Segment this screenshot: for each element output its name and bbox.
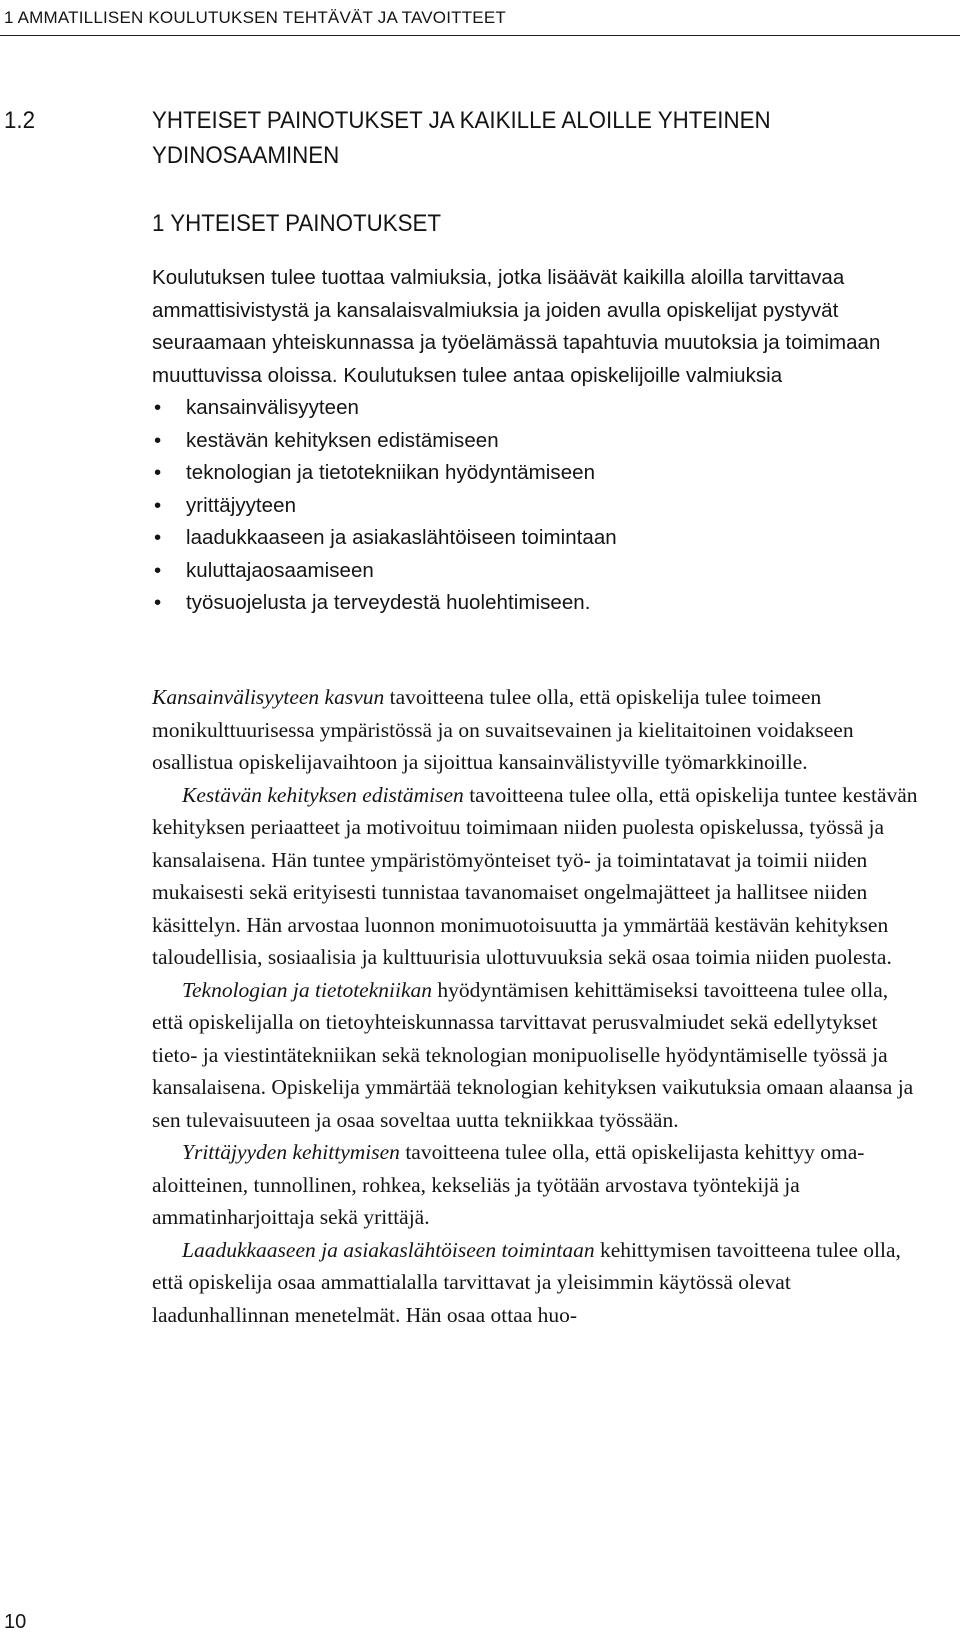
paragraph-lead: Kestävän kehityksen edistämisen (182, 782, 464, 807)
list-item (152, 555, 920, 588)
list-item (152, 522, 920, 555)
list-item (152, 457, 920, 490)
bullet-icon: • (154, 461, 162, 484)
paragraph-lead: Yrittäjyyden kehittymisen (182, 1140, 400, 1164)
bullet-icon: • (154, 428, 162, 452)
paragraph-text: tavoitteena tulee olla, että opiskelija tulee toimeen monikulttuurisessa ympäristössä ja on suvaitsevainen ja kielitaitoinen voidakseen osallistua opiskelijavaihtoon ja sijoittua kansainvälistyville työmarkkinoille. (152, 685, 854, 774)
bullet-icon: • (154, 493, 162, 517)
subsection-title: 1 YHTEISET PAINOTUKSET (152, 210, 441, 237)
list-item-label: kestävän kehityksen edistämiseen (186, 428, 499, 452)
bullet-icon: • (154, 558, 162, 582)
running-header-title: 1 AMMATILLISEN KOULUTUKSEN TEHTÄVÄT JA TAVOITTEET (4, 8, 506, 27)
paragraph-sustainability (152, 779, 920, 974)
list-item (152, 425, 920, 458)
paragraph-text: hyödyntämisen kehittämiseksi tavoitteena tulee olla, että opiskelijalla on tietoyhteiskunnassa tarvittavat perusvalmiudet sekä edellytykset tieto- ja viestintätekniikan sekä teknologian monipuoliselle hyödyntämiselle työssä ja kansalaisena. Opiskelija ymmärtää teknologian kehityksen vaikutuksia omaan alaansa ja sen tulevaisuuteen ja osaa soveltaa uutta tekniikkaa työssään. (152, 977, 914, 1132)
page-number: 10 (4, 1611, 27, 1633)
list-item-label: kuluttajaosaamiseen (186, 558, 374, 582)
list-item (152, 587, 920, 620)
bullet-icon: • (154, 591, 162, 614)
section-title: YHTEISET PAINOTUKSET JA KAIKILLE ALOILLE YHTEINEN YDINOSAAMINEN (152, 107, 771, 169)
list-item (152, 490, 920, 523)
body-text (152, 681, 920, 1331)
list-item-label: työsuojelusta ja terveydestä huolehtimiseen. (186, 591, 591, 614)
section-number: 1.2 (4, 107, 36, 134)
paragraph-quality (152, 1234, 920, 1332)
paragraph-text: tavoitteena tulee olla, että opiskelijasta kehittyy oma-aloitteinen, tunnollinen, rohkea, kekseliäs ja työtään arvostava työntekijä ja ammatinharjoittaja sekä yrittäjä. (152, 1140, 865, 1229)
header-rule (0, 35, 960, 36)
goal-list (152, 392, 920, 620)
bullet-icon: • (154, 396, 162, 419)
paragraph-text: kehittymisen tavoitteena tulee olla, että opiskelija osaa ammattialalla tarvittavat ja yleisimmin käytössä olevat laadunhallinnan menetelmät. Hän osaa ottaa huo- (152, 1237, 901, 1327)
list-item-label: yrittäjyyteen (186, 493, 297, 517)
paragraph-lead: Teknologian ja tietotekniikan (182, 977, 433, 1002)
intro-block (152, 262, 920, 620)
list-item-label: teknologian ja tietotekniikan hyödyntämiseen (186, 461, 596, 484)
intro-paragraph: Koulutuksen tulee tuottaa valmiuksia, jotka lisäävät kaikilla aloilla tarvittavaa ammattisivistystä ja kansalaisvalmiuksia ja joiden avulla opiskelijat pystyvät seuraamaan yhteiskunnassa ja työelämässä tapahtuvia muutoksia ja toimimaan muuttuvissa oloissa. Koulutuksen tulee antaa opiskelijoille valmiuksia (152, 266, 881, 387)
running-header (0, 6, 934, 36)
list-item-label: laadukkaaseen ja asiakaslähtöiseen toimintaan (186, 526, 617, 549)
list-item-label: kansainvälisyyteen (186, 396, 359, 419)
paragraph-lead: Laadukkaaseen ja asiakaslähtöiseen toimintaan (182, 1237, 595, 1262)
paragraph-text: tavoitteena tulee olla, että opiskelija tuntee kestävän kehityksen periaatteet ja motivoituu toimimaan niiden puolesta opiskelussa, työssä ja kansalaisena. Hän tuntee ympäristömyönteiset työ- ja toimintatavat ja toimii niiden mukaisesti sekä erityisesti tunnistaa tavanomaiset ongelmajätteet ja hallitsee niiden käsittelyn. Hän arvostaa luonnon monimuotoisuutta ja ymmärtää kestävän kehityksen taloudellisia, sosiaalisia ja kulttuurisia ulottuvuuksia sekä osaa toimia niiden puolesta. (152, 782, 918, 969)
list-item (152, 392, 920, 425)
paragraph-technology (152, 974, 920, 1137)
bullet-icon: • (154, 526, 162, 549)
paragraph-lead: Kansainvälisyyteen kasvun (152, 685, 385, 709)
paragraph-entrepreneurship (152, 1136, 920, 1234)
paragraph-internationalism (152, 681, 920, 779)
